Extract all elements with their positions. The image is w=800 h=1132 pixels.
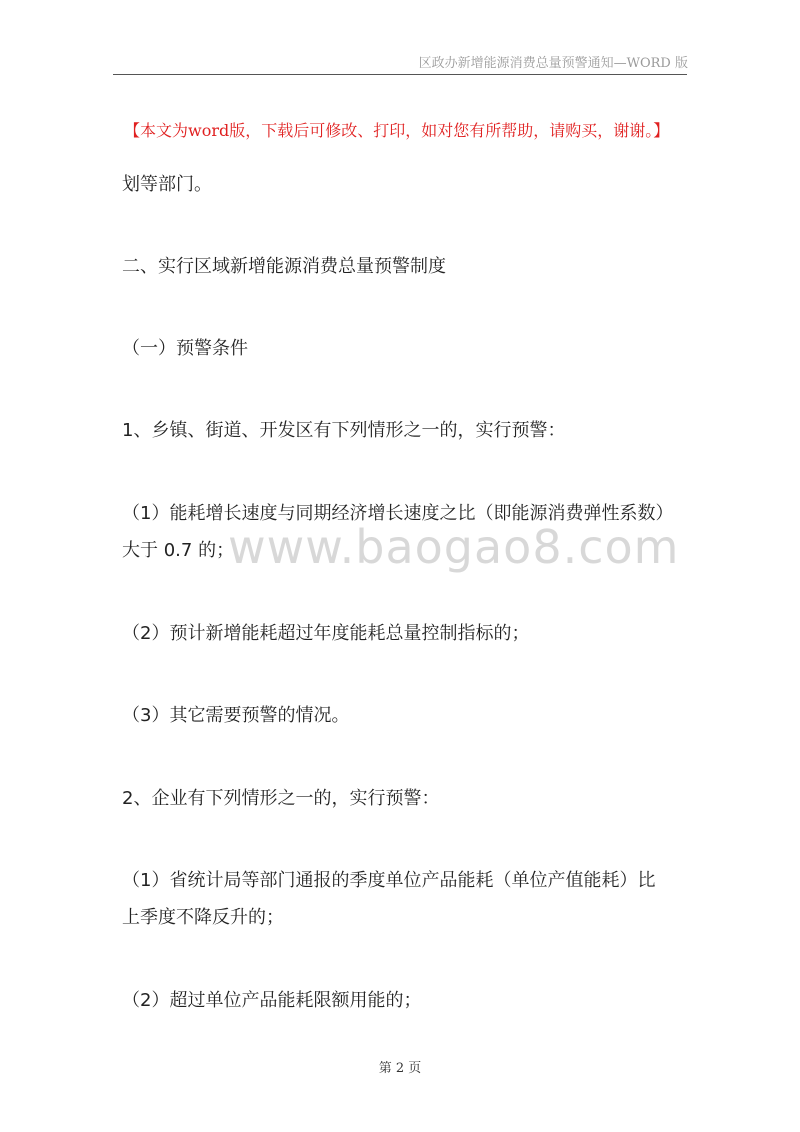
document-header-title: 区政办新增能源消费总量预警通知—WORD 版 bbox=[418, 56, 688, 71]
list-item-continuation: 上季度不降反升的； bbox=[122, 907, 284, 928]
list-item-continuation: 大于 0.7 的； bbox=[122, 540, 235, 561]
list-item: （2）预计新增能耗超过年度能耗总量控制指标的； bbox=[122, 623, 530, 644]
paragraph: 划等部门。 bbox=[122, 174, 212, 195]
watermark: www.baogao8.com bbox=[228, 520, 680, 574]
list-item: 1、乡镇、街道、开发区有下列情形之一的，实行预警： bbox=[122, 420, 566, 441]
header-divider bbox=[113, 74, 687, 75]
section-heading: 二、实行区域新增能源消费总量预警制度 bbox=[122, 256, 446, 277]
page-number: 第 2 页 bbox=[378, 1061, 422, 1076]
list-item: （2）超过单位产品能耗限额用能的； bbox=[122, 990, 422, 1011]
list-item: （1）能耗增长速度与同期经济增长速度之比（即能源消费弹性系数） bbox=[122, 503, 674, 524]
subsection-heading: （一）预警条件 bbox=[122, 338, 248, 359]
purchase-notice: 【本文为word版，下载后可修改、打印，如对您有所帮助，请购买，谢谢。】 bbox=[124, 121, 670, 140]
list-item: 2、企业有下列情形之一的，实行预警： bbox=[122, 788, 440, 809]
list-item: （3）其它需要预警的情况。 bbox=[122, 705, 350, 726]
list-item: （1）省统计局等部门通报的季度单位产品能耗（单位产值能耗）比 bbox=[122, 870, 656, 891]
